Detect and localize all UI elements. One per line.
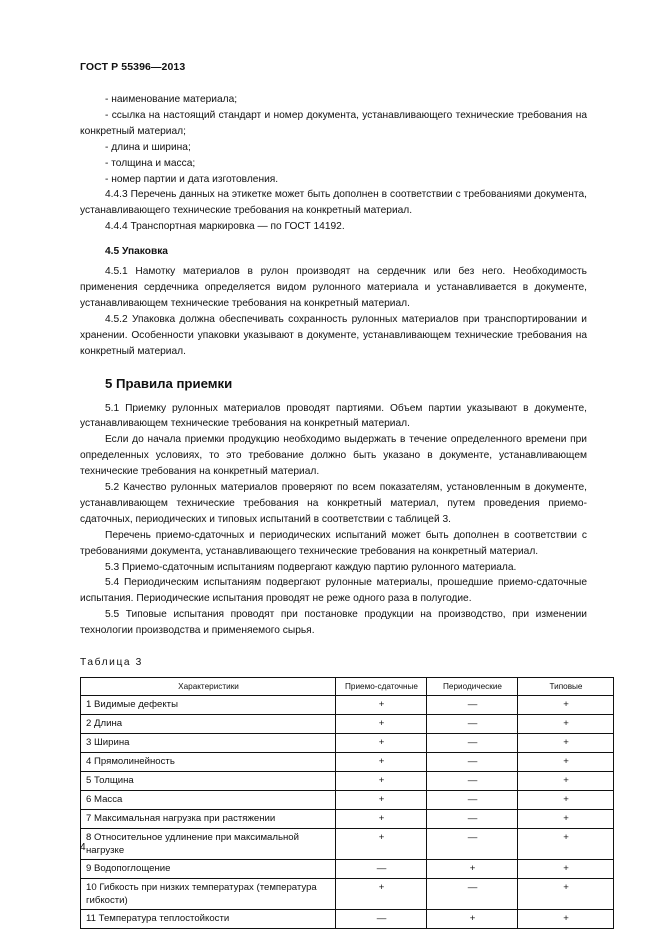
table-header-row [81, 678, 614, 696]
document-body [80, 92, 587, 929]
paragraph: 4.5.2 Упаковка должна обеспечивать сохранность рулонных материалов при транспортировании и хранении. Особенности упаковки указывают в документе, устанавливающем технические требования на конкретный материал. [80, 313, 587, 357]
paragraph: 5.5 Типовые испытания проводят при постановке продукции на производство, при изменении технологии производства и применяемого сырья. [80, 609, 587, 637]
page-number: 4 [80, 842, 86, 853]
cell-type: + [518, 753, 614, 772]
cell-acceptance: + [336, 715, 427, 734]
cell-acceptance: — [336, 860, 427, 879]
section-heading: 5 Правила приемки [105, 375, 233, 391]
cell-characteristic: 6 Масса [81, 791, 336, 810]
table-row [81, 791, 614, 810]
cell-periodic: — [427, 734, 518, 753]
cell-acceptance: + [336, 829, 427, 860]
document-code: ГОСТ Р 55396—2013 [80, 61, 186, 73]
cell-type: + [518, 829, 614, 860]
paragraph: 5.2 Качество рулонных материалов проверяют по всем показателям, установленным в документе, устанавливающем технические требования на конкретный материал, путем проведения приемо-сдаточных, периодических и типовых испытаний в соответствии с таблицей 3. [80, 482, 587, 525]
cell-periodic: — [427, 829, 518, 860]
table-caption: Таблица 3 [80, 657, 143, 669]
cell-type: + [518, 810, 614, 829]
paragraph: 5.3 Приемо-сдаточным испытаниям подвергают каждую партию рулонного материала. [105, 561, 517, 573]
list-item: - ссылка на настоящий стандарт и номер документа, устанавливающего технические требования на конкретный материал; [80, 109, 587, 137]
table-row [81, 910, 614, 929]
list-item: - толщина и масса; [105, 157, 196, 169]
column-header: Приемо-сдаточные [336, 678, 427, 696]
cell-type: + [518, 715, 614, 734]
table-row [81, 829, 614, 860]
cell-type: + [518, 860, 614, 879]
paragraph: 4.4.4 Транспортная маркировка — по ГОСТ 14192. [105, 221, 345, 233]
cell-type: + [518, 879, 614, 910]
cell-acceptance: + [336, 879, 427, 910]
section-heading: 4.5 Упаковка [105, 246, 168, 258]
table-row [81, 715, 614, 734]
table-row [81, 860, 614, 879]
list-item: - длина и ширина; [105, 141, 191, 153]
cell-characteristic: 5 Толщина [81, 772, 336, 791]
list-item: - номер партии и дата изготовления. [105, 173, 279, 185]
cell-acceptance: + [336, 696, 427, 715]
cell-periodic: — [427, 753, 518, 772]
table-row [81, 879, 614, 910]
cell-acceptance: + [336, 753, 427, 772]
cell-characteristic: 7 Максимальная нагрузка при растяжении [81, 810, 336, 829]
cell-periodic: — [427, 696, 518, 715]
table-row [81, 772, 614, 791]
cell-characteristic: 8 Относительное удлинение при максимальной нагрузке [81, 829, 336, 860]
column-header: Характеристики [81, 678, 336, 696]
table-row [81, 753, 614, 772]
paragraph: Если до начала приемки продукцию необходимо выдержать в течение определенного времени при определенных условиях, то это требование должно быть указано в документе, устанавливающем технические требования на конкретный материал. [80, 434, 587, 478]
cell-periodic: — [427, 791, 518, 810]
cell-type: + [518, 772, 614, 791]
cell-type: + [518, 910, 614, 929]
cell-acceptance: + [336, 810, 427, 829]
cell-characteristic: 9 Водопоглощение [81, 860, 336, 879]
column-header: Периодические [427, 678, 518, 696]
table-row [81, 810, 614, 829]
cell-characteristic: 10 Гибкость при низких температурах (температура гибкости) [81, 879, 336, 910]
paragraph: 5.1 Приемку рулонных материалов проводят партиями. Объем партии указывают в документе, устанавливающем технические требования на конкретный материал. [80, 402, 587, 430]
cell-characteristic: 1 Видимые дефекты [81, 696, 336, 715]
cell-characteristic: 2 Длина [81, 715, 336, 734]
cell-type: + [518, 791, 614, 810]
cell-periodic: — [427, 810, 518, 829]
cell-type: + [518, 734, 614, 753]
table-row [81, 696, 614, 715]
table-row [81, 734, 614, 753]
cell-characteristic: 11 Температура теплостойкости [81, 910, 336, 929]
cell-periodic: + [427, 860, 518, 879]
cell-periodic: — [427, 879, 518, 910]
cell-acceptance: + [336, 734, 427, 753]
column-header: Типовые [518, 678, 614, 696]
cell-acceptance: — [336, 910, 427, 929]
cell-characteristic: 4 Прямолинейность [81, 753, 336, 772]
tests-table [80, 677, 614, 929]
cell-periodic: — [427, 772, 518, 791]
cell-characteristic: 3 Ширина [81, 734, 336, 753]
cell-acceptance: + [336, 772, 427, 791]
cell-periodic: — [427, 715, 518, 734]
cell-type: + [518, 696, 614, 715]
paragraph: 5.4 Периодическим испытаниям подвергают рулонные материалы, прошедшие приемо-сдаточные испытания. Периодические испытания проводят не реже одного раза в полугодие. [80, 577, 587, 605]
paragraph: 4.4.3 Перечень данных на этикетке может быть дополнен в соответствии с требованиями документа, устанавливающего технические требования на конкретный материал. [80, 189, 587, 217]
cell-periodic: + [427, 910, 518, 929]
cell-acceptance: + [336, 791, 427, 810]
list-item: - наименование материала; [105, 94, 238, 105]
paragraph: 4.5.1 Намотку материалов в рулон производят на сердечник или без него. Необходимость применения сердечника определяется видом рулонного материала и устанавливается в документе, устанавливающем технические требования на конкретный материал. [80, 266, 587, 309]
paragraph: Перечень приемо-сдаточных и периодических испытаний может быть дополнен в соответствии с требованиями документа, устанавливающего технические требования на конкретный материал. [80, 529, 587, 557]
